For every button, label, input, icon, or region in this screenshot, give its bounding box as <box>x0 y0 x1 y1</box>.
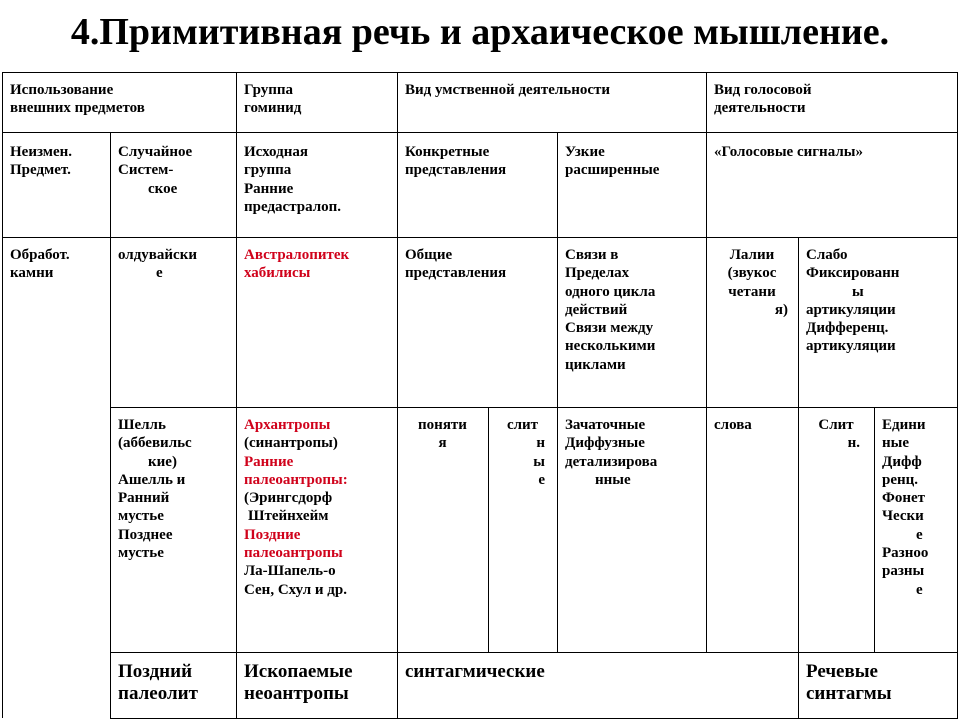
row4-speech-syntagms: Речевые синтагмы <box>806 661 892 705</box>
row3-fused-words: Слит н. <box>818 417 860 452</box>
row1-vocal-signals: «Голосовые сигналы» <box>714 144 863 160</box>
row3-connections: Зачаточные Диффузные детализирова нные <box>565 417 658 488</box>
header-hominid-group: Группа гоминид <box>244 82 302 117</box>
row1-method: Случайное Систем- ское <box>118 144 193 197</box>
row3-concepts: поняти я <box>418 417 467 452</box>
row3-words: слова <box>714 417 752 433</box>
row2-hominid-group: Австралопитек хабилисы <box>244 247 350 282</box>
row3-fused: слит н ы е <box>506 417 545 488</box>
header-external-objects: Использование внешних предметов <box>10 82 145 117</box>
row3-culture: Шелль (аббевильс кие) Ашелль и Ранний мустье Позднее мустье <box>118 417 192 562</box>
row2-connections: Связи в Пределах одного цикла действий Связи между несколькими циклами <box>565 247 656 373</box>
row4-syntagmatic: синтагмические <box>405 661 545 682</box>
header-vocal-activity: Вид голосовой деятельности <box>714 82 812 117</box>
header-mental-activity: Вид умственной деятельности <box>405 82 611 98</box>
row1-connections: Узкие расширенные <box>565 144 660 179</box>
row2-lalia: Лалии (звукос четани я) <box>727 247 788 318</box>
row1-external-objects: Неизмен. Предмет. <box>10 144 73 179</box>
page-title: 4.Примитивная речь и архаическое мышление. <box>70 11 890 53</box>
row2-external-objects: Обработ. камни <box>10 247 70 282</box>
row2-culture: олдувайски е <box>118 247 197 282</box>
row2-articulation: Слабо Фиксированн ы артикуляции Дифференц. артикуляции <box>806 247 900 355</box>
row4-culture: Поздний палеолит <box>118 661 198 705</box>
row1-hominid-group: Исходная группа Ранние предастралоп. <box>244 144 342 215</box>
row1-representations: Конкретные представления <box>405 144 507 179</box>
row2-representations: Общие представления <box>405 247 507 282</box>
row3-phonetic: Едини ные Дифф ренц. Фонет Чески е Разноо разны е <box>882 417 929 598</box>
row4-hominid-group: Ископаемые неоантропы <box>244 661 353 705</box>
row3-hominid-group: Архантропы (синантропы) Ранние палеоантропы: (Эрингсдорф Штейнхейм Поздние палеоантропы Ла-Шапель-о Сен, Схул и др. <box>244 417 348 598</box>
